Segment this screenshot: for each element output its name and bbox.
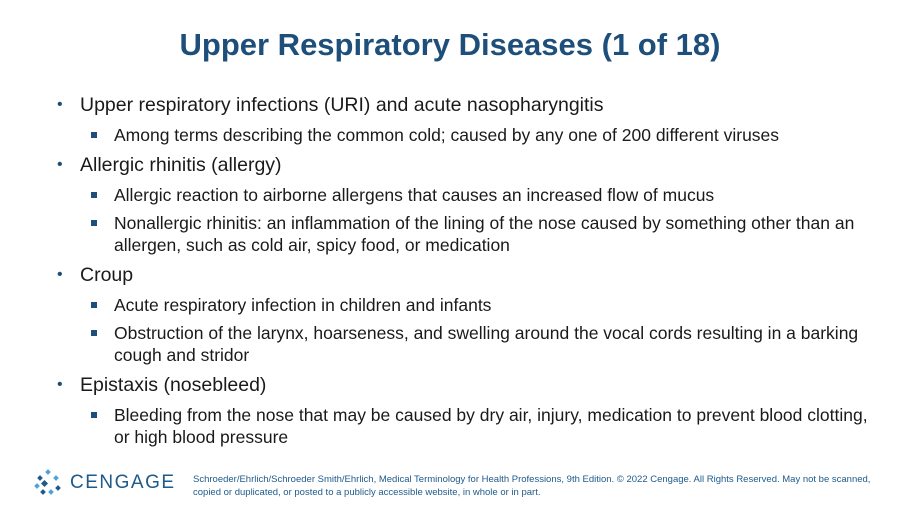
sub-bullet-text: Acute respiratory infection in children and infants [114, 295, 492, 315]
sub-bullet-text: Bleeding from the nose that may be caused by dry air, injury, medication to prevent blood clotting, or high blood pressure [114, 405, 868, 447]
bullet-icon: • [57, 266, 63, 283]
square-bullet-icon [91, 330, 97, 336]
sub-bullet-item [52, 212, 872, 256]
bullet-text: Allergic rhinitis (allergy) [80, 154, 282, 176]
bullet-item [52, 262, 872, 288]
bullet-item [52, 372, 872, 398]
bullet-group [52, 92, 872, 146]
bullet-item [52, 152, 872, 178]
bullet-text: Upper respiratory infections (URI) and acute nasopharyngitis [80, 94, 604, 116]
bullet-group [52, 152, 872, 256]
cengage-logo [34, 466, 176, 500]
square-bullet-icon [91, 192, 97, 198]
sub-bullet-item [52, 184, 872, 206]
slide-title: Upper Respiratory Diseases (1 of 18) [179, 27, 721, 62]
sub-bullet-text: Nonallergic rhinitis: an inflammation of the lining of the nose caused by something other than an allergen, such as cold air, spicy food, or medication [114, 213, 855, 255]
square-bullet-icon [91, 132, 97, 138]
bullet-item [52, 92, 872, 118]
sub-bullet-item [52, 404, 872, 448]
cengage-logo-icon [34, 468, 64, 498]
square-bullet-icon [91, 220, 97, 226]
copyright-notice: Schroeder/Ehrlich/Schroeder Smith/Ehrlich, Medical Terminology for Health Professions, 9th Edition. © 2022 Cengage. All Rights Reserved. May not be scanned, copied or duplicated, or posted to a publicly accessible website, in whole or in part. [193, 474, 871, 498]
bullet-icon: • [57, 96, 63, 113]
bullet-group [52, 262, 872, 366]
sub-bullet-text: Among terms describing the common cold; caused by any one of 200 different viruses [114, 125, 780, 145]
sub-bullet-item [52, 124, 872, 146]
square-bullet-icon [91, 412, 97, 418]
bullet-text: Croup [80, 264, 134, 286]
sub-bullet-item [52, 294, 872, 316]
bullet-list [52, 92, 872, 454]
bullet-text: Epistaxis (nosebleed) [80, 374, 267, 396]
sub-bullet-text: Allergic reaction to airborne allergens that causes an increased flow of mucus [114, 185, 715, 205]
bullet-icon: • [57, 376, 63, 393]
bullet-icon: • [57, 156, 63, 173]
bullet-group [52, 372, 872, 448]
square-bullet-icon [91, 302, 97, 308]
sub-bullet-item [52, 322, 872, 366]
logo-text: CENGAGE [70, 472, 176, 493]
sub-bullet-text: Obstruction of the larynx, hoarseness, and swelling around the vocal cords resulting in a barking cough and stridor [114, 323, 859, 365]
